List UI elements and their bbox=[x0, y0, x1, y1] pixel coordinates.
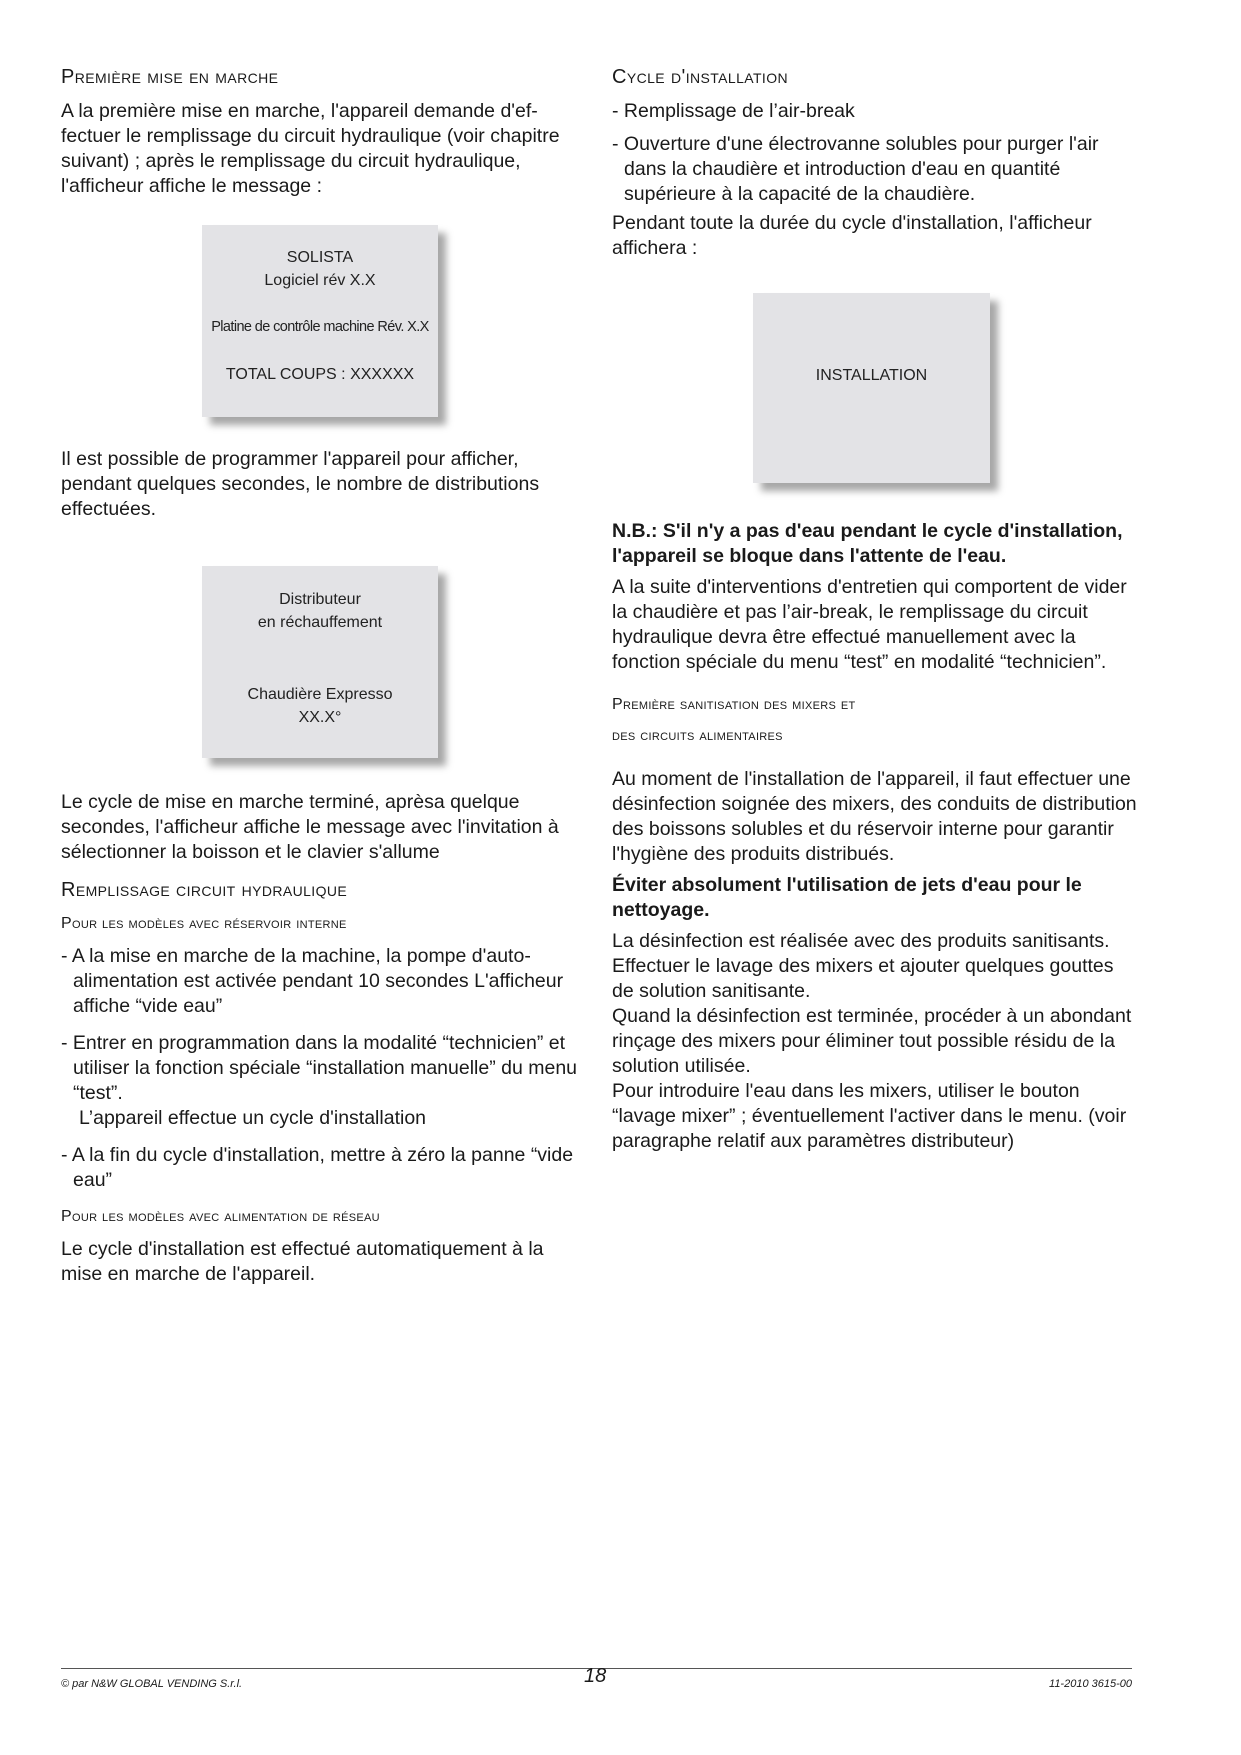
display-line: XX.X° bbox=[298, 709, 342, 726]
list-internal-tank bbox=[61, 944, 581, 1193]
warning-water-jets: Éviter absolument l'utilisation de jets d'eau pour le nettoyage. bbox=[612, 874, 1082, 921]
paragraph-disinfection: Au moment de l'installation de l'appareil, il faut effectuer une désinfection soignée des mixers, des conduits de distribution des boissons solubles et du réservoir interne pour garantir l'hygiène des produits distribués. bbox=[612, 768, 1137, 865]
list-item: - Ouverture d'une électrovanne solubles pour purger l'air dans la chaudière et introduction d'eau en quantité supérieure à la capacité de la chaudière. bbox=[612, 133, 1099, 205]
subheading-network-supply: Pour les modèles avec alimentation de réseau bbox=[61, 1208, 380, 1225]
list-installation-cycle bbox=[612, 99, 1137, 207]
document-code: 11-2010 3615-00 bbox=[1049, 1678, 1132, 1690]
page-number: 18 bbox=[584, 1665, 607, 1687]
paragraph-maintenance: A la suite d'interventions d'entretien qui comportent de vider la chaudière et pas l’air-break, le remplissage du circuit hydraulique devra être effectué manuellement avec la fonction spéciale du menu “test” en modalité “technicien”. bbox=[612, 576, 1127, 673]
footer-copyright: © par N&W GLOBAL VENDING S.r.l. bbox=[61, 1678, 243, 1690]
paragraph-sanitising-products: La désinfection est réalisée avec des produits sanitisants. bbox=[612, 930, 1110, 952]
note-no-water: N.B.: S'il n'y a pas d'eau pendant le cycle d'installation, l'appareil se bloque dans l'attente de l'eau. bbox=[612, 520, 1123, 567]
display-installation bbox=[753, 293, 990, 483]
list-item: - Entrer en programmation dans la modalité “technicien” et utiliser la fonction spéciale “installation manuelle” du menu “test”. L’appareil effectue un cycle d'installation bbox=[61, 1032, 578, 1129]
heading-first-sanitisation: Première sanitisation des mixers et des circuits alimentaires bbox=[612, 696, 856, 744]
list-item: - A la fin du cycle d'installation, mettre à zéro la panne “vide eau” bbox=[61, 1144, 574, 1191]
display-line: Chaudière Expresso bbox=[247, 686, 393, 703]
paragraph-first-start: A la première mise en marche, l'appareil demande d'effectuer le remplissage du circuit hydraulique (voir chapitre suivant) ; après le remplissage du circuit hydraulique, l'afficheur affiche le message : bbox=[61, 100, 560, 197]
paragraph-network-supply: Le cycle d'installation est effectué automatiquement à la mise en marche de l'appareil. bbox=[61, 1238, 544, 1285]
display-heating-message bbox=[202, 566, 438, 758]
heading-installation-cycle: Cycle d'installation bbox=[612, 66, 789, 88]
display-line: SOLISTA bbox=[286, 249, 354, 266]
list-item: - A la mise en marche de la machine, la pompe d'autoalimentation est activée pendant 10 secondes L'afficheur affiche “vide eau” bbox=[61, 945, 564, 1017]
right-column bbox=[612, 62, 1137, 1154]
paragraph-wash-mixers: Effectuer le lavage des mixers et ajouter quelques gouttes de solution sanitisante. bbox=[612, 955, 1114, 1002]
display-line: INSTALLATION bbox=[815, 367, 928, 384]
list-item: - Remplissage de l’air-break bbox=[612, 100, 855, 122]
display-line: Logiciel rév X.X bbox=[264, 272, 376, 289]
paragraph-distribution-count: Il est possible de programmer l'appareil pour afficher, pendant quelques secondes, le nombre de distributions effectuées. bbox=[61, 448, 540, 520]
display-line: TOTAL COUPS : XXXXXX bbox=[225, 366, 415, 383]
heading-hydraulic-filling: Remplissage circuit hydraulique bbox=[61, 879, 348, 901]
paragraph-rinse: Quand la désinfection est terminée, procéder à un abondant rinçage des mixers pour éliminer tout possible résidu de la solution utilisée. bbox=[612, 1005, 1132, 1077]
display-line: en réchauffement bbox=[257, 614, 383, 631]
display-line: Distributeur bbox=[279, 591, 361, 608]
heading-first-start: Première mise en marche bbox=[61, 66, 279, 88]
display-startup-message bbox=[202, 225, 438, 417]
display-line: Platine de contrôle machine Rév. X.X bbox=[211, 319, 429, 335]
paragraph-cycle-end: Le cycle de mise en marche terminé, aprèsa quelque secondes, l'afficheur affiche le message avec l'invitation à sélectionner la boisson et le clavier s'allume bbox=[61, 791, 559, 863]
paragraph-wash-button: Pour introduire l'eau dans les mixers, utiliser le bouton “lavage mixer” ; éventuellement l'activer dans le menu. (voir paragraphe relatif aux paramètres distributeur) bbox=[612, 1080, 1127, 1152]
subheading-internal-tank: Pour les modèles avec réservoir interne bbox=[61, 915, 347, 932]
left-column bbox=[61, 62, 581, 1293]
paragraph-display-will-show: Pendant toute la durée du cycle d'installation, l'afficheur affichera : bbox=[612, 212, 1092, 259]
